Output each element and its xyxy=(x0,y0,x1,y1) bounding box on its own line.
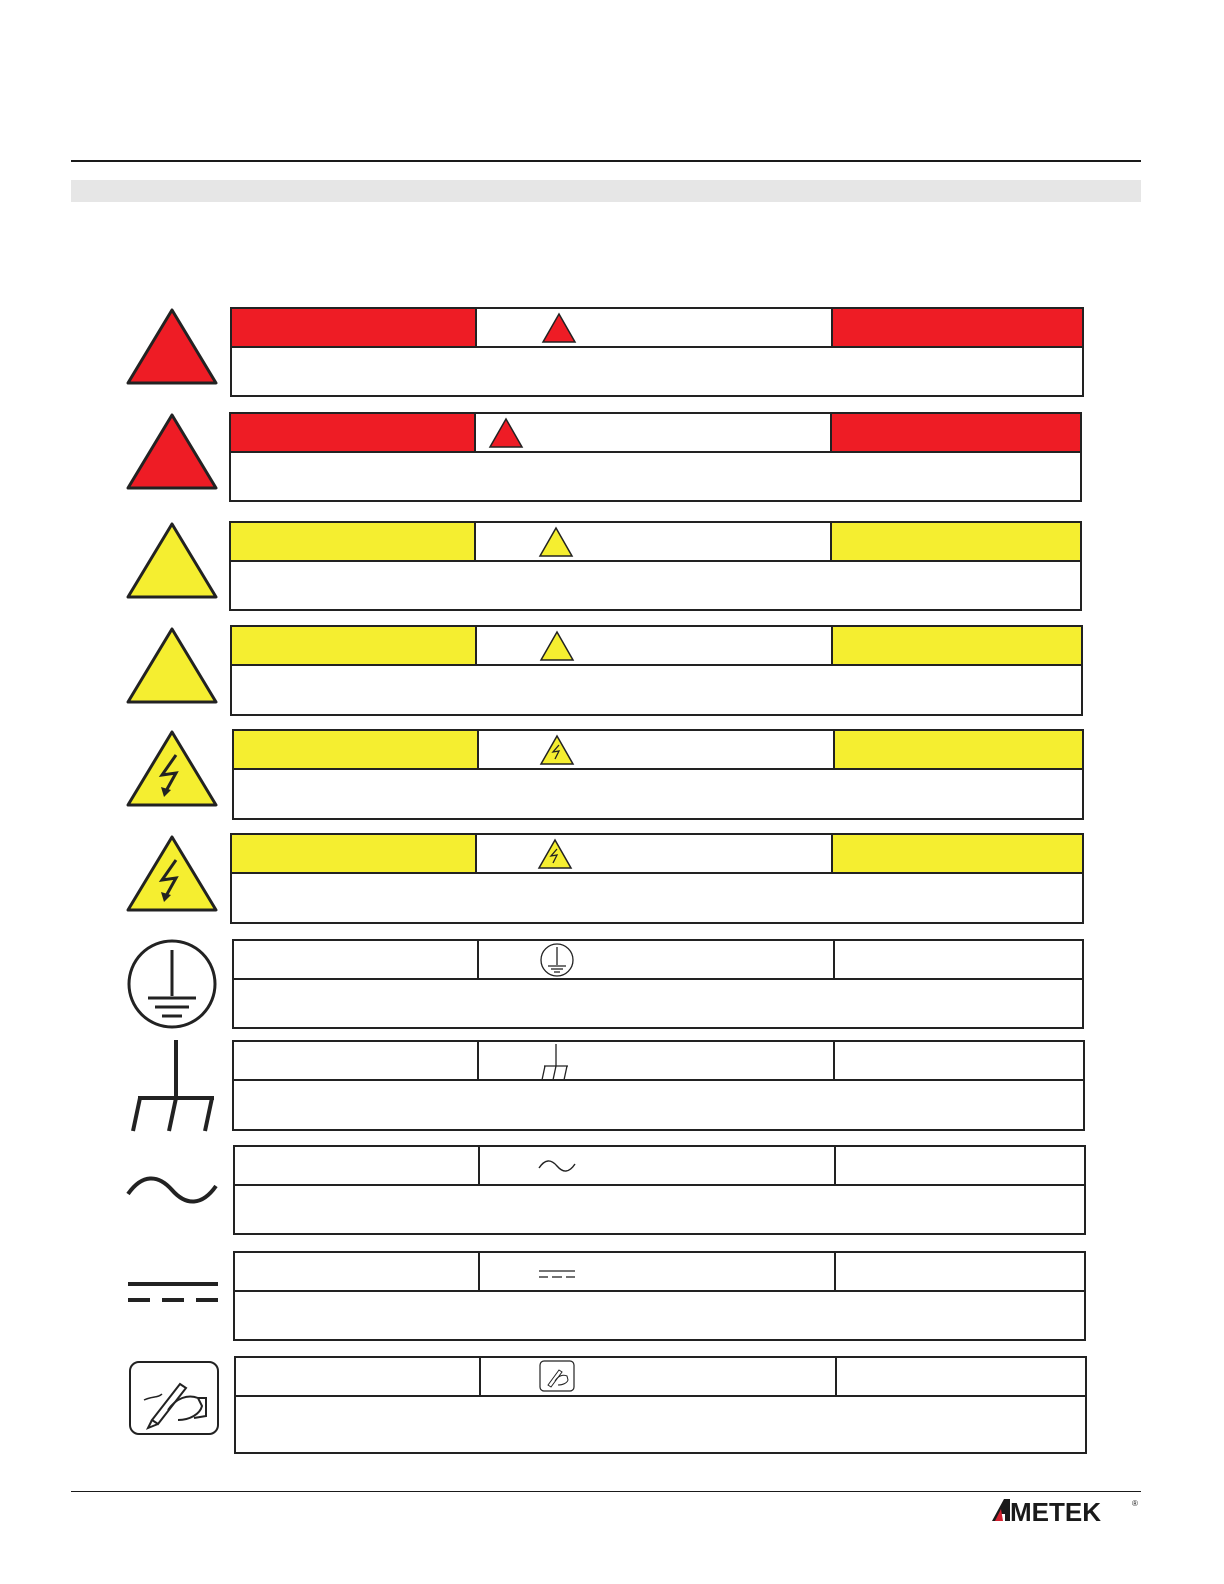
symbol-box-header xyxy=(231,523,1080,562)
electric-shock-triangle-icon xyxy=(124,729,220,809)
electric-shock-triangle-icon xyxy=(124,834,220,914)
symbol-box-dc xyxy=(233,1251,1086,1341)
header-right-fill xyxy=(833,309,1082,346)
symbol-box-chassis-ground xyxy=(232,1040,1085,1131)
header-left-fill xyxy=(234,731,479,768)
header-left xyxy=(235,1147,480,1184)
symbol-box-ac xyxy=(233,1145,1086,1235)
symbol-box-body xyxy=(234,770,1082,818)
symbol-box-body xyxy=(234,980,1082,1027)
symbol-box-body xyxy=(232,666,1081,714)
direct-current-icon xyxy=(124,1278,220,1306)
symbol-box-header xyxy=(232,835,1082,874)
symbol-box-body xyxy=(235,1292,1084,1339)
logo-text: METEK xyxy=(1010,1497,1101,1523)
header-right xyxy=(836,1253,1084,1290)
note-hand-writing-icon xyxy=(128,1360,224,1436)
symbol-box-header xyxy=(231,414,1080,453)
symbol-box-warning-red-2 xyxy=(229,412,1082,502)
header-right-fill xyxy=(832,523,1080,560)
symbol-box-warning-red-1 xyxy=(230,307,1084,397)
header-left-fill xyxy=(232,835,477,872)
symbol-box-body xyxy=(235,1186,1084,1233)
symbol-box-header xyxy=(234,941,1082,980)
header-right xyxy=(835,941,1082,978)
symbol-box-body xyxy=(232,874,1082,922)
header-right-fill xyxy=(832,414,1080,451)
yellow-warning-triangle-icon xyxy=(539,630,575,662)
header-middle xyxy=(479,731,835,768)
electric-shock-triangle-icon xyxy=(539,734,575,766)
header-right xyxy=(835,1042,1083,1079)
header-right-fill xyxy=(835,731,1082,768)
ametek-logo xyxy=(990,1497,1140,1523)
logo-registered-mark: ® xyxy=(1132,1499,1138,1508)
header-middle xyxy=(477,835,833,872)
header-middle xyxy=(480,1253,836,1290)
symbol-box-header xyxy=(232,309,1082,348)
note-hand-writing-icon xyxy=(539,1360,575,1392)
symbol-box-note xyxy=(234,1356,1087,1454)
yellow-warning-triangle-icon xyxy=(124,626,220,706)
direct-current-icon xyxy=(538,1269,576,1279)
footer-rule xyxy=(71,1491,1141,1492)
header-rule xyxy=(71,160,1141,162)
symbol-box-body xyxy=(231,562,1080,609)
symbol-box-caution-yellow-1 xyxy=(229,521,1082,611)
header-middle xyxy=(479,941,835,978)
symbol-box-protective-earth xyxy=(232,939,1084,1029)
yellow-warning-triangle-icon xyxy=(538,526,574,558)
header-middle xyxy=(477,309,833,346)
header-left xyxy=(234,1042,479,1079)
header-left-fill xyxy=(231,414,476,451)
header-right-fill xyxy=(833,627,1081,664)
header-left xyxy=(236,1358,481,1395)
header-middle xyxy=(481,1358,837,1395)
red-warning-triangle-icon xyxy=(541,312,577,344)
header-left xyxy=(234,941,479,978)
symbol-box-header xyxy=(236,1358,1085,1397)
alternating-current-icon xyxy=(124,1170,220,1210)
alternating-current-icon xyxy=(538,1157,576,1175)
symbol-box-body xyxy=(234,1081,1083,1129)
symbol-box-header xyxy=(234,1042,1083,1081)
header-left xyxy=(235,1253,480,1290)
header-left-fill xyxy=(232,627,477,664)
header-middle xyxy=(477,627,833,664)
chassis-ground-icon xyxy=(124,1038,220,1134)
symbol-box-body xyxy=(231,453,1080,500)
symbol-box-body xyxy=(232,348,1082,395)
section-title-band xyxy=(71,180,1141,202)
red-warning-triangle-icon xyxy=(488,417,524,449)
electric-shock-triangle-icon xyxy=(537,838,573,870)
chassis-ground-icon xyxy=(539,1044,569,1080)
header-right xyxy=(836,1147,1084,1184)
header-middle xyxy=(480,1147,836,1184)
symbol-box-header xyxy=(234,731,1082,770)
red-warning-triangle-icon xyxy=(124,307,220,387)
header-right xyxy=(837,1358,1085,1395)
header-left-fill xyxy=(231,523,476,560)
red-warning-triangle-icon xyxy=(124,412,220,492)
header-right-fill xyxy=(833,835,1082,872)
symbol-box-header xyxy=(235,1253,1084,1292)
symbol-box-shock-2 xyxy=(230,833,1084,924)
symbol-box-body xyxy=(236,1397,1085,1452)
symbol-box-caution-yellow-2 xyxy=(230,625,1083,716)
symbol-box-header xyxy=(235,1147,1084,1186)
header-middle xyxy=(476,414,832,451)
symbol-box-header xyxy=(232,627,1081,666)
protective-earth-ground-icon xyxy=(124,938,220,1030)
protective-earth-ground-icon xyxy=(539,942,575,978)
header-middle xyxy=(479,1042,835,1079)
header-middle xyxy=(476,523,832,560)
symbol-box-shock-1 xyxy=(232,729,1084,820)
yellow-warning-triangle-icon xyxy=(124,521,220,601)
header-left-fill xyxy=(232,309,477,346)
